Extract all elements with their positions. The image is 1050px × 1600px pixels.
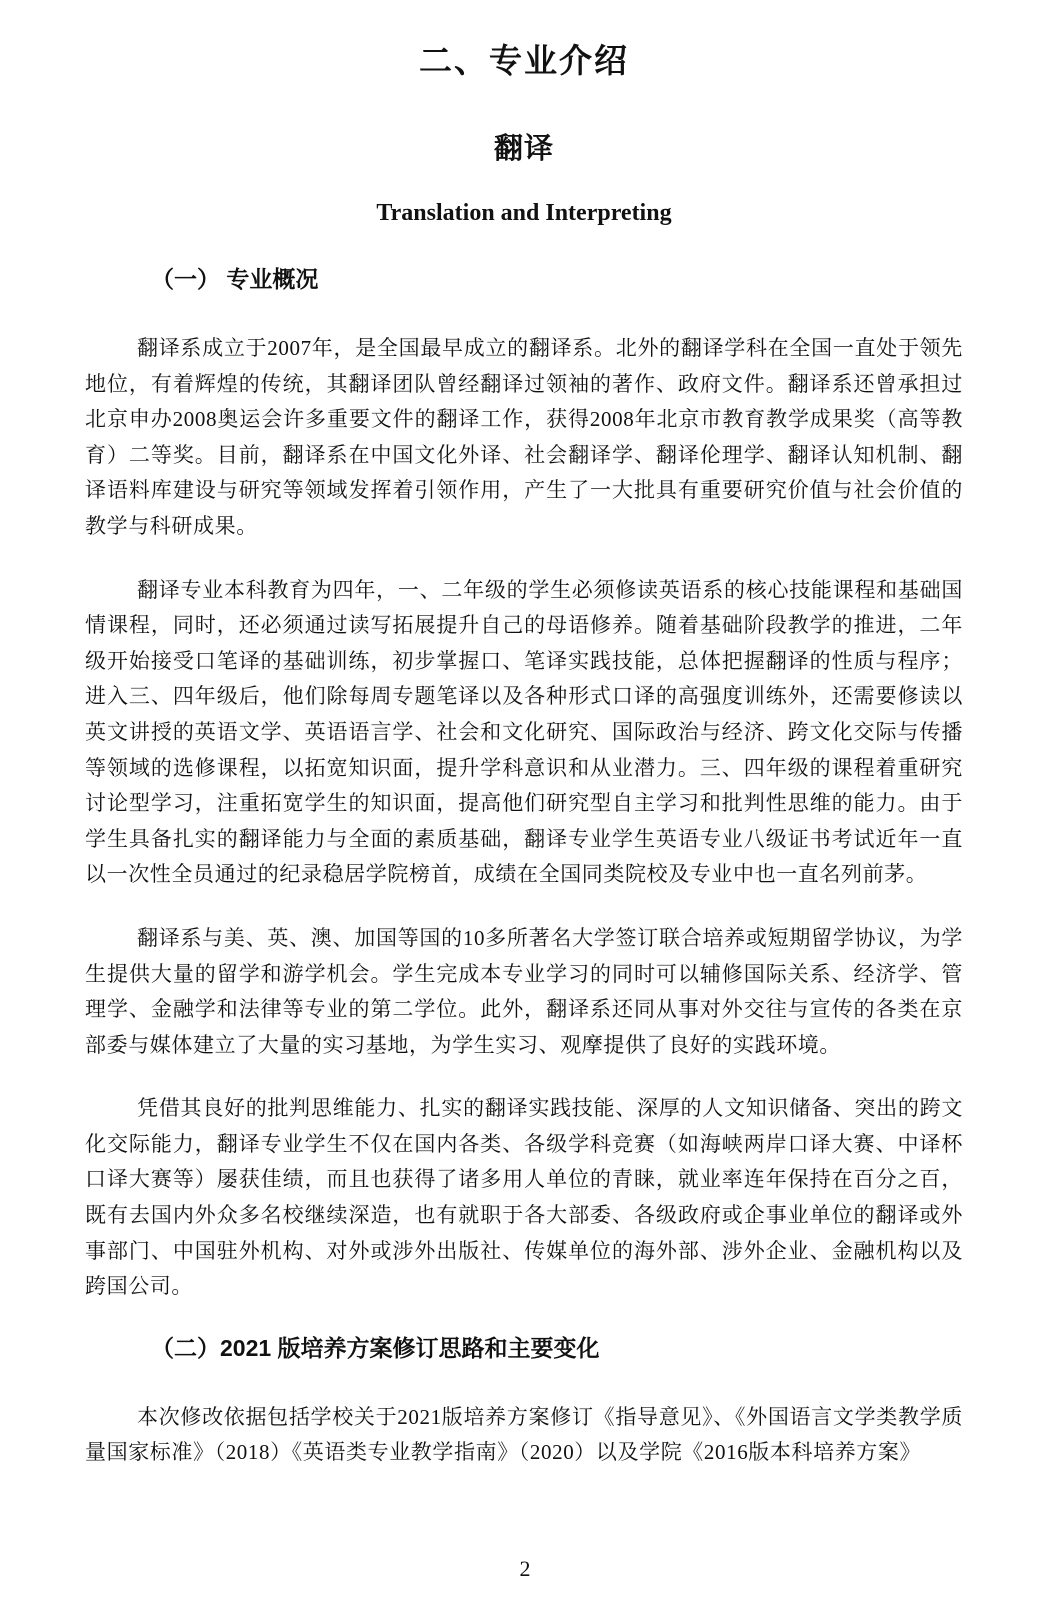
section-heading-overview: （一） 专业概况 bbox=[151, 266, 319, 292]
section-overview bbox=[85, 264, 963, 1305]
body-paragraph: 翻译系成立于2007年，是全国最早成立的翻译系。北外的翻译学科在全国一直处于领先地位，有着辉煌的传统，其翻译团队曾经翻译过领袖的著作、政府文件。翻译系还曾承担过北京申办2008奥运会许多重要文件的翻译工作，获得2008年北京市教育教学成果奖（高等教育）二等奖。目前，翻译系在中国文化外译、社会翻译学、翻译伦理学、翻译认知机制、翻译语料库建设与研究等领域发挥着引领作用，产生了一大批具有重要研究价值与社会价值的教学与科研成果。 bbox=[85, 336, 963, 538]
body-paragraph: 翻译系与美、英、澳、加国等国的10多所著名大学签订联合培养或短期留学协议，为学生提供大量的留学和游学机会。学生完成本专业学习的同时可以辅修国际关系、经济学、管理学、金融学和法律等专业的第二学位。此外，翻译系还同从事对外交往与宣传的各类在京部委与媒体建立了大量的实习基地，为学生实习、观摩提供了良好的实践环境。 bbox=[85, 925, 963, 1057]
body-paragraph: 本次修改依据包括学校关于2021版培养方案修订《指导意见》、《外国语言文学类教学质量国家标准》（2018）《英语类专业教学指南》（2020）以及学院《2016版本科培养方案》 bbox=[85, 1404, 963, 1465]
page-number: 2 bbox=[519, 1556, 531, 1581]
body-paragraph: 凭借其良好的批判思维能力、扎实的翻译实践技能、深厚的人文知识储备、突出的跨文化交际能力，翻译专业学生不仅在国内各类、各级学科竞赛（如海峡两岸口译大赛、中译杯口译大赛等）屡获佳绩，而且也获得了诸多用人单位的青睐，就业率连年保持在百分之百，既有去国内外众多名校继续深造，也有就职于各大部委、各级政府或企事业单位的翻译或外事部门、中国驻外机构、对外或涉外出版社、传媒单位的海外部、涉外企业、金融机构以及跨国公司。 bbox=[85, 1096, 963, 1299]
section-heading-revision: （二）2021 版培养方案修订思路和主要变化 bbox=[151, 1334, 600, 1361]
major-name-zh: 翻译 bbox=[493, 133, 554, 165]
body-paragraph: 翻译专业本科教育为四年，一、二年级的学生必须修读英语系的核心技能课程和基础国情课程，同时，还必须通过读写拓展提升自己的母语修养。随着基础阶段教学的推进，二年级开始接受口笔译的基础训练，初步掌握口、笔译实践技能，总体把握翻译的性质与程序；进入三、四年级后，他们除每周专题笔译以及各种形式口译的高强度训练外，还需要修读以英文讲授的英语文学、英语语言学、社会和文化研究、国际政治与经济、跨文化交际与传播等领域的选修课程，以拓宽知识面，提升学科意识和从业潜力。三、四年级的课程着重研究讨论型学习，注重拓宽学生的知识面，提高他们研究型自主学习和批判性思维的能力。由于学生具备扎实的翻译能力与全面的素质基础，翻译专业学生英语专业八级证书考试近年一直以一次性全员通过的纪录稳居学院榜首，成绩在全国同类院校及专业中也一直名列前茅。 bbox=[85, 577, 963, 887]
major-name-en: Translation and Interpreting bbox=[376, 200, 672, 226]
section-revision bbox=[85, 1333, 963, 1471]
document-title: 二、专业介绍 bbox=[419, 42, 629, 79]
